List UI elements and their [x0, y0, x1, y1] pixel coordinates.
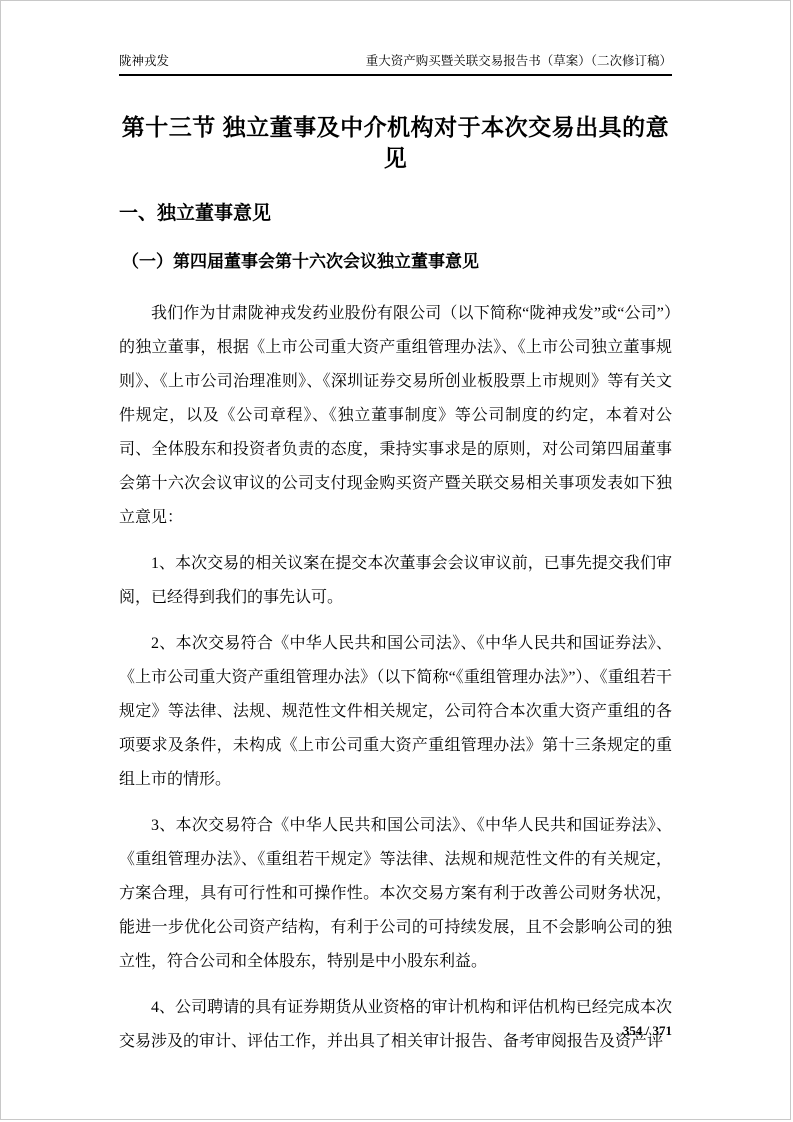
paragraph-opinion-4: 4、公司聘请的具有证券期货从业资格的审计机构和评估机构已经完成本次交易涉及的审计、评估工作，并出具了相关审计报告、备考审阅报告及资产评	[119, 999, 672, 1051]
header-company-name: 陇神戎发	[119, 54, 170, 68]
paragraph-opinion-3: 3、本次交易符合《中华人民共和国公司法》、《中华人民共和国证券法》、《重组管理办法》、《重组若干规定》等法律、法规和规范性文件的有关规定，方案合理，具有可行性和可操作性。本次交易方案有利于改善公司财务状况，能进一步优化公司资产结构，有利于公司的可持续发展，且不会影响公司的独立性，符合公司和全体股东，特别是中小股东利益。	[119, 817, 672, 971]
page-number: 354 / 371	[622, 1023, 672, 1038]
paragraph-opinion-2: 2、本次交易符合《中华人民共和国公司法》、《中华人民共和国证券法》、《上市公司重大资产重组管理办法》（以下简称“《重组管理办法》”）、《重组若干规定》等法律、法规、规范性文件相关规定，公司符合本次重大资产重组的各项要求及条件，未构成《上市公司重大资产重组管理办法》第十三条规定的重组上市的情形。	[119, 635, 672, 789]
header-report-title: 重大资产购买暨关联交易报告书（草案）（二次修订稿）	[365, 54, 672, 68]
page-footer	[623, 1023, 672, 1039]
paragraph-opinion-1: 1、本次交易的相关议案在提交本次董事会会议审议前，已事先提交我们审阅，已经得到我们的事先认可。	[119, 555, 672, 607]
page-header	[119, 53, 672, 76]
section-title: 第十三节 独立董事及中介机构对于本次交易出具的意见	[121, 114, 670, 172]
paragraph-intro: 我们作为甘肃陇神戎发药业股份有限公司（以下简称“陇神戎发”或“公司”）的独立董事，根据《上市公司重大资产重组管理办法》、《上市公司独立董事规则》、《上市公司治理准则》、《深圳证券交易所创业板股票上市规则》等有关文件规定，以及《公司章程》、《独立董事制度》等公司制度的约定，本着对公司、全体股东和投资者负责的态度，秉持实事求是的原则，对公司第四届董事会第十六次会议审议的公司支付现金购买资产暨关联交易相关事项发表如下独立意见：	[119, 305, 672, 527]
heading-board-meeting-opinion: （一）第四届董事会第十六次会议独立董事意见	[122, 252, 479, 272]
page-content	[1, 1, 790, 1059]
heading-independent-directors-opinion: 一、独立董事意见	[119, 203, 272, 225]
body-text	[119, 297, 672, 1059]
